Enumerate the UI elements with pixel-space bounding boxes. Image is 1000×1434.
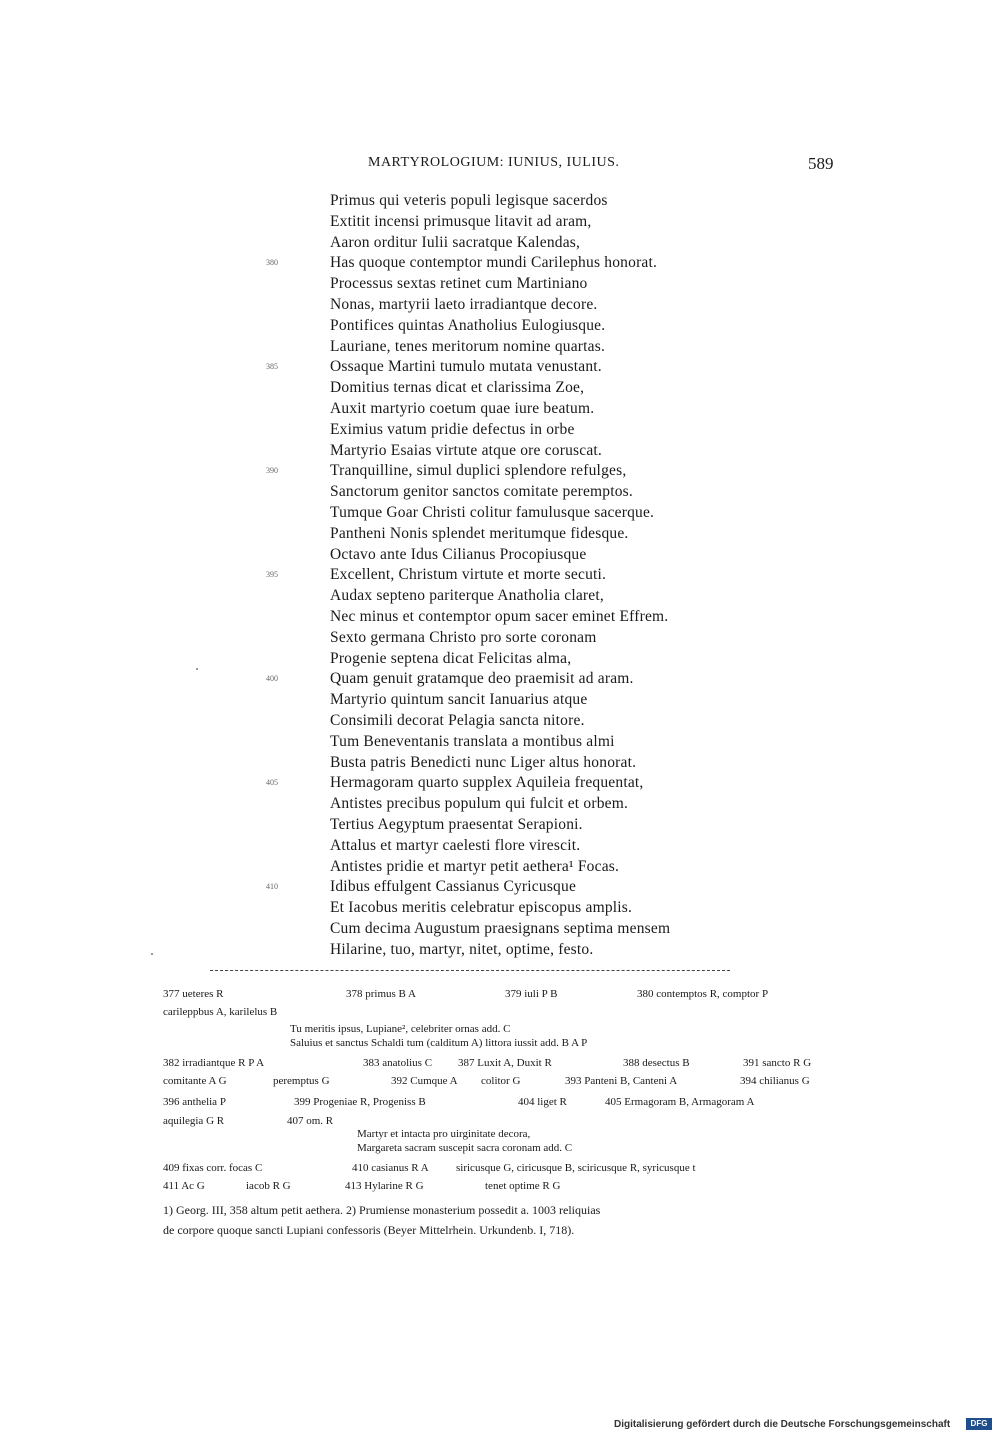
line-number: 400 bbox=[266, 674, 278, 684]
apparatus-entry: siricusque G, ciricusque B, sciricusque R, syricusque t bbox=[456, 1162, 696, 1174]
poem-line: Attalus et martyr caelesti flore virescit. bbox=[330, 836, 581, 854]
apparatus-row-4 bbox=[163, 1073, 833, 1089]
poem-line: Excellent, Christum virtute et morte secuti. bbox=[330, 566, 607, 584]
poem-line: Auxit martyrio coetum quae iure beatum. bbox=[330, 400, 595, 417]
poem-line: Consimili decorat Pelagia sancta nitore. bbox=[330, 712, 585, 729]
apparatus-entry: 413 Hylarine R G bbox=[345, 1180, 424, 1192]
apparatus-entry: 391 sancto R G bbox=[743, 1057, 812, 1069]
poem-line: Tranquilline, simul duplici splendore refulges, bbox=[330, 462, 627, 480]
apparatus-entry: carileppbus A, karilelus B bbox=[163, 1006, 278, 1018]
poem-line: Hermagoram quarto supplex Aquileia frequentat, bbox=[330, 774, 644, 792]
apparatus-entry: 383 anatolius C bbox=[363, 1057, 433, 1069]
apparatus-entry: 387 Luxit A, Duxit R bbox=[458, 1057, 552, 1069]
apparatus-row-8 bbox=[163, 1178, 833, 1194]
poem-line: Processus sextas retinet cum Martiniano bbox=[330, 275, 588, 293]
poem-line: Idibus effulgent Cassianus Cyricusque bbox=[330, 878, 577, 896]
poem-line: Cum decima Augustum praesignans septima mensem bbox=[330, 920, 671, 937]
poem-line: Tumque Goar Christi colitur famulusque sacerque. bbox=[330, 504, 655, 521]
poem-line: Quam genuit gratamque deo praemisit ad aram. bbox=[330, 670, 634, 688]
apparatus-entry: 382 irradiantque R P A bbox=[163, 1057, 265, 1069]
poem-line: Domitius ternas dicat et clarissima Zoe, bbox=[330, 379, 585, 397]
apparatus-entry: 380 contemptos R, comptor P bbox=[637, 988, 769, 1000]
line-number: 405 bbox=[266, 778, 278, 788]
line-number: 395 bbox=[266, 570, 278, 580]
poem-line: Antistes pridie et martyr petit aethera¹ Focas. bbox=[330, 857, 620, 875]
apparatus-added-verse: Margareta sacram suscepit sacra coronam add. C bbox=[357, 1142, 573, 1154]
poem-line: Sexto germana Christo pro sorte coronam bbox=[330, 628, 597, 646]
footnote-line: 1) Georg. III, 358 altum petit aethera. 2) Prumiense monasterium possedit a. 1003 reliquias bbox=[163, 1203, 601, 1217]
apparatus-entry: 394 chilianus G bbox=[740, 1075, 810, 1087]
poem-line: Primus qui veteris populi legisque sacerdos bbox=[330, 192, 608, 209]
poem-line: Tertius Aegyptum praesentat Serapioni. bbox=[330, 816, 583, 833]
apparatus-row-7 bbox=[163, 1160, 833, 1176]
poem-line: Nec minus et contemptor opum sacer eminet Effrem. bbox=[330, 608, 669, 625]
apparatus-entry: comitante A G bbox=[163, 1075, 227, 1087]
apparatus-entry: 396 anthelia P bbox=[163, 1096, 226, 1108]
apparatus-entry: 404 liget R bbox=[518, 1096, 567, 1108]
apparatus-entry: peremptus G bbox=[273, 1075, 330, 1087]
line-number: 410 bbox=[266, 882, 278, 892]
poem-line: Antistes precibus populum qui fulcit et orbem. bbox=[330, 795, 629, 813]
apparatus-entry: 409 fixas corr. focas C bbox=[163, 1162, 263, 1174]
footnote-divider bbox=[210, 970, 730, 971]
apparatus-added-verse: Tu meritis ipsus, Lupiane², celebriter ornas add. C bbox=[290, 1023, 511, 1035]
apparatus-entry: iacob R G bbox=[246, 1180, 291, 1192]
poem-line: Lauriane, tenes meritorum nomine quartas. bbox=[330, 337, 606, 355]
poem-line: Octavo ante Idus Cilianus Procopiusque bbox=[330, 545, 587, 563]
poem-line: Hilarine, tuo, martyr, nitet, optime, festo. bbox=[330, 940, 594, 958]
footnote-line: de corpore quoque sancti Lupiani confessoris (Beyer Mittelrhein. Urkundenb. I, 718). bbox=[163, 1223, 575, 1237]
line-number: 380 bbox=[266, 258, 278, 268]
poem-line: Pantheni Nonis splendet meritumque fidesque. bbox=[330, 524, 629, 542]
poem-line: Aaron orditur Iulii sacratque Kalendas, bbox=[330, 233, 581, 251]
apparatus-entry: 392 Cumque A bbox=[391, 1075, 458, 1087]
apparatus-row-5 bbox=[163, 1094, 833, 1110]
footnotes bbox=[163, 1200, 833, 1240]
dfg-logo: DFG bbox=[966, 1418, 992, 1430]
poem-line: Martyrio quintum sancit Ianuarius atque bbox=[330, 691, 588, 709]
poem-line: Pontifices quintas Anatholius Eulogiusque. bbox=[330, 316, 606, 334]
poem-line: Audax septeno pariterque Anatholia claret, bbox=[330, 587, 604, 605]
line-number: 385 bbox=[266, 362, 278, 372]
apparatus-entry: colitor G bbox=[481, 1075, 521, 1087]
poem-line: Sanctorum genitor sanctos comitate peremptos. bbox=[330, 483, 633, 501]
apparatus-added-verse: Martyr et intacta pro uirginitate decora, bbox=[357, 1128, 531, 1140]
poem-line: Extitit incensi primusque litavit ad aram, bbox=[330, 212, 592, 230]
poem-line: Et Iacobus meritis celebratur episcopus amplis. bbox=[330, 899, 633, 917]
apparatus-entry: 411 Ac G bbox=[163, 1180, 205, 1192]
apparatus-entry: tenet optime R G bbox=[485, 1180, 561, 1192]
apparatus-entry: 393 Panteni B, Canteni A bbox=[565, 1075, 678, 1087]
scan-speck bbox=[151, 953, 153, 955]
poem-line: Tum Beneventanis translata a montibus almi bbox=[330, 732, 615, 750]
apparatus-entry: 379 iuli P B bbox=[505, 988, 558, 1000]
poem-line: Has quoque contemptor mundi Carilephus honorat. bbox=[330, 254, 658, 272]
apparatus-row-1 bbox=[163, 986, 833, 1002]
scan-speck bbox=[196, 668, 198, 670]
apparatus-added-verses-1 bbox=[290, 1022, 587, 1050]
poem-line: Ossaque Martini tumulo mutata venustant. bbox=[330, 358, 602, 376]
apparatus-entry: 377 ueteres R bbox=[163, 988, 224, 1000]
apparatus-entry: 407 om. R bbox=[287, 1115, 334, 1127]
running-header-title: MARTYROLOGIUM: IUNIUS, IULIUS. bbox=[368, 155, 620, 170]
poem-line: Busta patris Benedicti nunc Liger altus honorat. bbox=[330, 753, 637, 771]
apparatus-added-verses-2 bbox=[357, 1127, 572, 1155]
apparatus-added-verse: Saluius et sanctus Schaldi tum (calditum A) littora iussit add. B A P bbox=[290, 1037, 588, 1049]
line-number: 390 bbox=[266, 466, 278, 476]
apparatus-entry: 399 Progeniae R, Progeniss B bbox=[294, 1096, 426, 1108]
poem-line: Progenie septena dicat Felicitas alma, bbox=[330, 649, 572, 667]
digitization-credit: Digitalisierung gefördert durch die Deutsche Forschungsgemeinschaft bbox=[614, 1419, 951, 1430]
apparatus-entry: 388 desectus B bbox=[623, 1057, 690, 1069]
apparatus-entry: 410 casianus R A bbox=[352, 1162, 429, 1174]
apparatus-row-3 bbox=[163, 1055, 833, 1071]
apparatus-row-2 bbox=[163, 1004, 833, 1020]
poem-line: Martyrio Esaias virtute atque ore coruscat. bbox=[330, 441, 603, 459]
apparatus-entry: 405 Ermagoram B, Armagoram A bbox=[605, 1096, 755, 1108]
apparatus-entry: 378 primus B A bbox=[346, 988, 416, 1000]
poem-line: Nonas, martyrii laeto irradiantque decore. bbox=[330, 296, 598, 313]
poem-line: Eximius vatum pridie defectus in orbe bbox=[330, 420, 575, 438]
page-number: 589 bbox=[808, 154, 834, 173]
apparatus-entry: aquilegia G R bbox=[163, 1115, 225, 1127]
